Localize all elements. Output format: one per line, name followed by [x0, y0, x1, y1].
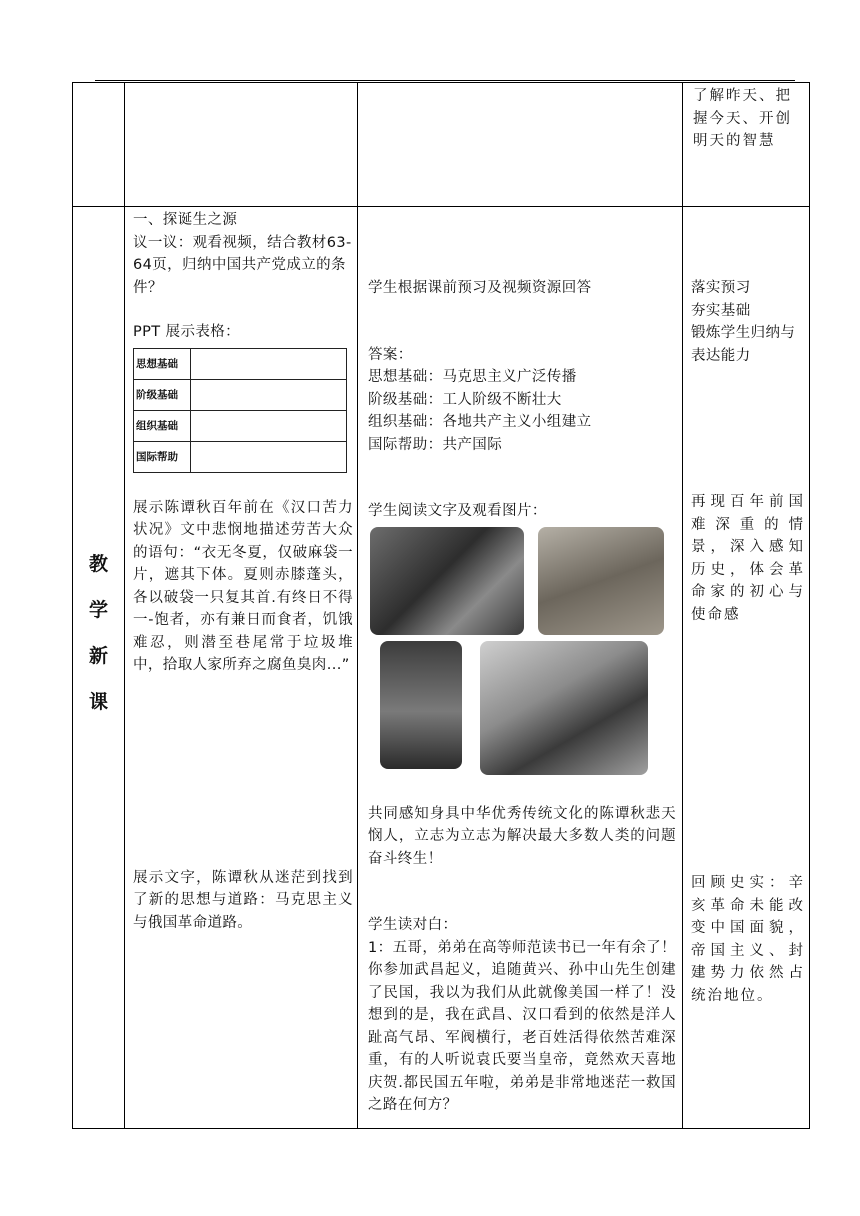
answer-item: 思想基础：马克思主义广泛传播 [368, 369, 577, 385]
student-activity-cell [358, 207, 683, 1129]
answer-item: 组织基础：各地共产主义小组建立 [368, 414, 592, 430]
ppt-table [133, 348, 347, 473]
coolie-wall-photo [538, 527, 664, 635]
section-label-cell [73, 207, 125, 1129]
ppt-row-label: 国际帮助 [134, 441, 191, 472]
section-label-char: 新 [88, 644, 108, 667]
table-row [73, 207, 810, 1129]
ppt-row-label: 组织基础 [134, 410, 191, 441]
standing-child-photo [380, 641, 462, 769]
cell-empty [73, 83, 125, 207]
section-label-char: 课 [88, 690, 108, 713]
goal-review-text: 回顾史实：辛亥革命未能改变中国面貌，帝国主义、封建势力依然占统治地位。 [691, 875, 805, 1004]
ppt-row [134, 410, 347, 441]
page-header-rule [95, 80, 795, 81]
goal-prep-text: 落实预习 夯实基础 锻炼学生归纳与表达能力 [691, 280, 796, 364]
discussion-prompt: 议一议：观看视频，结合教材63-64页，归纳中国共产党成立的条件？ [133, 234, 352, 296]
table-row [73, 83, 810, 207]
ppt-row [134, 441, 347, 472]
answer-item: 阶级基础：工人阶级不断壮大 [368, 391, 562, 408]
teacher-activity-cell [125, 207, 358, 1129]
dialogue-text: 1：五哥，弟弟在高等师范读书已一年有余了！你参加武昌起义，追随黄兴、孙中山先生创建了民国，我以为我们从此就像美国一样了！没想到的是，我在武昌、汉口看到的依然是洋人趾高气昂、军阀横行，老百姓活得依然苦难深重，有的人听说袁氏要当皇帝，竟然欢天喜地庆贺.都民国五年啦，弟弟是非常地迷茫一救国之路在何方？ [368, 939, 676, 1113]
design-intent-cell [683, 207, 810, 1129]
ppt-row [134, 348, 347, 379]
historical-photo-collage [368, 527, 688, 787]
goal-intro-text: 了解昨天、把握今天、开创明天的智慧 [693, 88, 792, 149]
read-prompt: 学生阅读文字及观看图片： [368, 503, 547, 519]
section-heading: 一、探诞生之源 [133, 212, 238, 228]
ppt-row-label: 思想基础 [134, 348, 191, 379]
ppt-row [134, 379, 347, 410]
cell-goal-intro [683, 83, 810, 207]
ppt-row-label: 阶级基础 [134, 379, 191, 410]
answer-prompt: 学生根据课前预习及视频资源回答 [368, 280, 592, 296]
goal-history-text: 再现百年前国难深重的情景，深入感知历史，体会革命家的初心与使命感 [691, 494, 805, 623]
perception-text: 共同感知身具中华优秀传统文化的陈谭秋悲天悯人，立志为立志为解决最大多数人类的问题奋斗终生！ [368, 805, 676, 867]
lesson-plan-table [72, 82, 810, 1129]
new-path-text: 展示文字，陈谭秋从迷茫到找到了新的思想与道路：马克思主义与俄国革命道路。 [133, 869, 353, 931]
answer-title: 答案： [368, 346, 413, 363]
cell-empty [125, 83, 358, 207]
answer-item: 国际帮助：共产国际 [368, 436, 503, 453]
dialogue-title: 学生读对白： [368, 917, 458, 933]
quote-text: 展示陈谭秋百年前在《汉口苦力状况》文中悲悯地描述劳苦大众的语句：“衣无冬夏，仅破麻袋一片，遮其下体。夏则赤膝蓬头，各以破袋一只复其首.有终日不得一-饱者，亦有兼日而食者，饥饿难忍，则潜至巷尾常于垃圾堆中，拾取人家所弃之腐鱼臭肉...” [133, 499, 353, 673]
porter-carrying-child-photo [480, 641, 648, 775]
coolies-group-photo [370, 527, 524, 635]
section-label-char: 教 [88, 552, 108, 575]
section-label-char: 学 [88, 598, 108, 621]
ppt-title: PPT 展示表格： [133, 324, 241, 340]
cell-empty [358, 83, 683, 207]
